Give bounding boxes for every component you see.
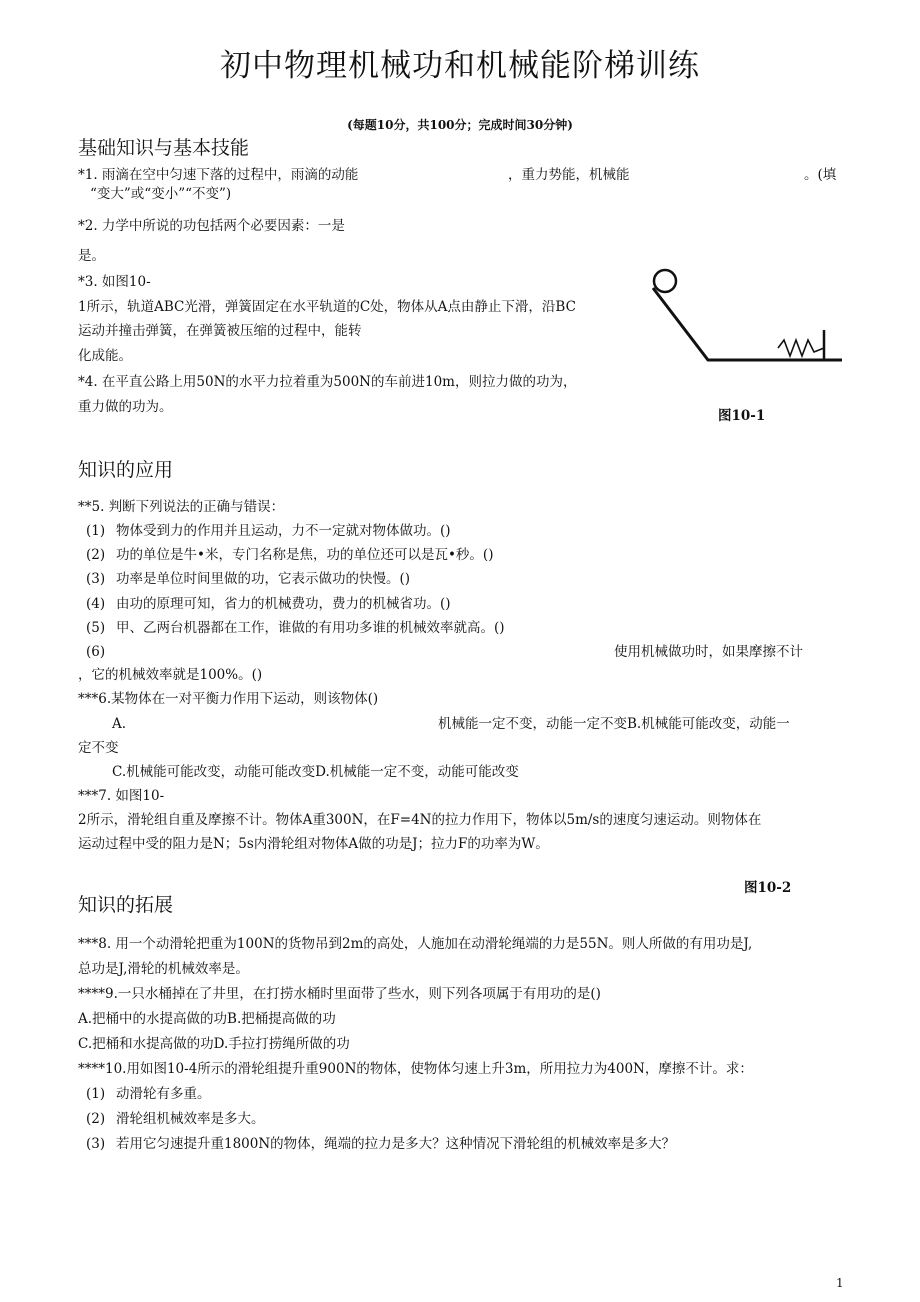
- q3-line1: *3. 如图10-: [78, 274, 151, 290]
- spring-shape: [778, 340, 824, 356]
- q5-item-number: (2): [86, 547, 106, 563]
- q7-line2: 2所示，滑轮组自重及摩擦不计。物体A重300N，在F=4N的拉力作用下，物体以5m/s的速度匀速运动。则物体在: [78, 812, 762, 828]
- q5-item: [86, 619, 505, 637]
- q3-line4: 化成能。: [78, 348, 132, 364]
- q6-option-ab: 机械能一定不变，动能一定不变B.机械能可能改变，动能一: [438, 716, 790, 732]
- q3-line3: 运动并撞击弹簧，在弹簧被压缩的过程中，能转: [78, 323, 362, 339]
- q10-item-number: (1): [86, 1086, 106, 1102]
- ball-shape: [654, 270, 676, 292]
- q10-item-number: (2): [86, 1111, 106, 1127]
- q4-line1: *4. 在平直公路上用50N的水平力拉着重为500N的车前进10m，则拉力做的功为，: [78, 374, 577, 390]
- q3-line2: 1所示，轨道ABC光滑，弹簧固定在水平轨道的C处，物体从A点由静止下滑，沿BC: [78, 299, 576, 315]
- q5-item-number: (4): [86, 596, 106, 612]
- q5-item-number: (5): [86, 620, 106, 636]
- q10-item-text: 若用它匀速提升重1800N的物体，绳端的拉力是多大？这种情况下滑轮组的机械效率是多大？: [116, 1136, 676, 1152]
- q10-item: [86, 1135, 675, 1153]
- q8-line1: ***8. 用一个动滑轮把重为100N的货物吊到2m的高处，人施加在动滑轮绳端的力是55N。则人所做的有用功是J,: [78, 936, 753, 952]
- q10-title: ****10.用如图10-4所示的滑轮组提升重900N的物体，使物体匀速上升3m，所用拉力为400N，摩擦不计。求：: [78, 1061, 753, 1077]
- q10-item: [86, 1085, 211, 1103]
- q5-item-text: 功的单位是牛•米，专门名称是焦，功的单位还可以是瓦•秒。(): [116, 547, 494, 563]
- q10-item-text: 滑轮组机械效率是多大。: [116, 1111, 265, 1127]
- track-shape: [653, 288, 842, 360]
- q5-item: [86, 570, 410, 588]
- q5-item-number: (3): [86, 571, 106, 587]
- q10-item: [86, 1110, 265, 1128]
- q5-title: **5. 判断下列说法的正确与错误：: [78, 499, 285, 515]
- q5-item-text: 甲、乙两台机器都在工作，谁做的有用功多谁的机械效率就高。(): [116, 620, 505, 636]
- figure-10-2-caption: 图10-2: [744, 880, 792, 896]
- q6-title: ***6.某物体在一对平衡力作用下运动，则该物体(): [78, 691, 379, 707]
- q5-item: [86, 595, 451, 613]
- q10-item-text: 动滑轮有多重。: [116, 1086, 211, 1102]
- figure-10-1-caption: 图10-1: [718, 408, 766, 424]
- q7-line1: ***7. 如图10-: [78, 788, 165, 804]
- q1-line2: “变大”或“变小”“不变”): [90, 186, 232, 202]
- figure-10-1: [640, 268, 850, 368]
- q6-option-cd: C.机械能可能改变，动能可能改变D.机械能一定不变，动能可能改变: [112, 764, 519, 780]
- section-heading-basic: 基础知识与基本技能: [78, 137, 250, 159]
- q2-line1: *2. 力学中所说的功包括两个必要因素：一是: [78, 218, 345, 234]
- q5-item-6-number: (6): [86, 644, 106, 660]
- q4-line2: 重力做的功为。: [78, 399, 173, 415]
- q10-item-number: (3): [86, 1136, 106, 1152]
- q6-option-a-label: A.: [112, 716, 127, 732]
- page-number: 1: [836, 1276, 844, 1290]
- q5-item-text: 由功的原理可知，省力的机械费功，费力的机械省功。(): [116, 596, 451, 612]
- q7-line3: 运动过程中受的阻力是N；5s内滑轮组对物体A做的功是J；拉力F的功率为W。: [78, 836, 549, 852]
- q9-title: ****9.一只水桶掉在了井里，在打捞水桶时里面带了些水，则下列各项属于有用功的是(): [78, 986, 601, 1002]
- q1-line1: *1. 雨滴在空中匀速下落的过程中，雨滴的动能: [78, 167, 359, 183]
- q1-line1b: ，重力势能，机械能: [508, 167, 630, 183]
- q9-options-cd: C.把桶和水提高做的功D.手拉打捞绳所做的功: [78, 1036, 350, 1052]
- section-heading-application: 知识的应用: [78, 459, 174, 481]
- q5-item-6-text: 使用机械做功时，如果摩擦不计: [614, 644, 803, 660]
- q5-item: [86, 522, 451, 540]
- section-heading-extension: 知识的拓展: [78, 894, 174, 916]
- q8-line2: 总功是J,滑轮的机械效率是。: [78, 961, 249, 977]
- q9-options-ab: A.把桶中的水提高做的功B.把桶提高做的功: [78, 1011, 336, 1027]
- q5-item-text: 物体受到力的作用并且运动，力不一定就对物体做功。(): [116, 523, 451, 539]
- q5-item-6-text-2: ，它的机械效率就是100%。(): [78, 667, 263, 683]
- q5-item: [86, 546, 493, 564]
- q5-item-number: (1): [86, 523, 106, 539]
- exam-note: (每题10分，共100分；完成时间30分钟): [347, 118, 573, 132]
- q2-line2: 是。: [78, 248, 105, 264]
- page-title: 初中物理机械功和机械能阶梯训练: [220, 48, 700, 84]
- q6-option-ab-2: 定不变: [78, 740, 119, 756]
- q5-item-text: 功率是单位时间里做的功，它表示做功的快慢。(): [116, 571, 411, 587]
- q1-line1c: 。(填: [804, 167, 837, 183]
